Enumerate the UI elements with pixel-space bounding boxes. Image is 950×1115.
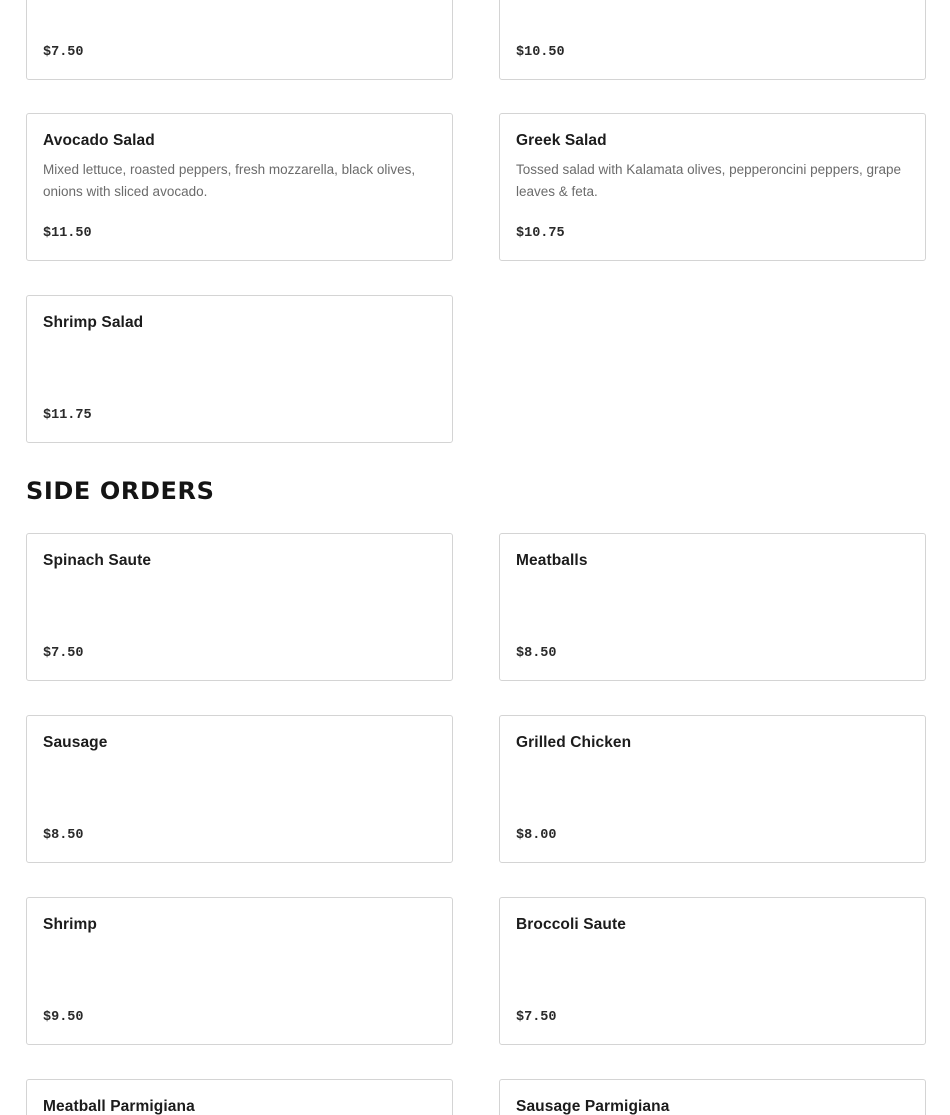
menu-item-description: Tossed salad with Kalamata olives, pepperoncini peppers, grape leaves & feta. — [516, 162, 901, 199]
menu-item-price: $8.00 — [516, 828, 557, 843]
menu-item-name: Greek Salad — [516, 132, 607, 149]
menu-item-card[interactable] — [499, 113, 926, 261]
menu-item-name: Broccoli Saute — [516, 916, 626, 933]
menu-item-card[interactable] — [499, 1079, 926, 1115]
menu-item-price: $7.50 — [43, 45, 84, 60]
menu-item-description: Mixed lettuce, roasted peppers, fresh mozzarella, black olives, onions with sliced avocado. — [43, 162, 416, 199]
menu-item-card[interactable] — [26, 715, 453, 863]
menu-item-card[interactable] — [499, 715, 926, 863]
menu-item-name: Spinach Saute — [43, 552, 152, 569]
menu-item-card[interactable] — [26, 533, 453, 681]
menu-item-name: Sausage — [43, 734, 108, 751]
section-title: SIDE ORDERS — [26, 477, 215, 505]
menu-item-name: Meatballs — [516, 552, 588, 569]
menu-item-price: $7.50 — [43, 646, 84, 661]
menu-item-name: Sausage Parmigiana — [516, 1098, 670, 1115]
menu-item-card[interactable] — [499, 533, 926, 681]
menu-item-price: $11.50 — [43, 226, 92, 241]
menu-item-price: $8.50 — [43, 828, 84, 843]
menu-item-name: Meatball Parmigiana — [43, 1098, 195, 1115]
menu-item-price: $7.50 — [516, 1010, 557, 1025]
menu-item-price: $10.50 — [516, 45, 565, 60]
menu-item-name: Avocado Salad — [43, 132, 155, 149]
menu-item-card[interactable] — [26, 897, 453, 1045]
menu-item-price: $8.50 — [516, 646, 557, 661]
menu-item-card[interactable] — [499, 897, 926, 1045]
menu-item-price: $9.50 — [43, 1010, 84, 1025]
menu-item-price: $10.75 — [516, 226, 565, 241]
menu-item-card[interactable] — [26, 0, 453, 80]
menu-item-card[interactable] — [26, 295, 453, 443]
menu-item-card[interactable] — [499, 0, 926, 80]
menu-item-name: Shrimp Salad — [43, 314, 144, 331]
menu-item-card[interactable] — [26, 113, 453, 261]
menu-item-card[interactable] — [26, 1079, 453, 1115]
menu-item-name: Grilled Chicken — [516, 734, 632, 751]
menu-item-price: $11.75 — [43, 408, 92, 423]
menu-item-name: Shrimp — [43, 916, 97, 933]
